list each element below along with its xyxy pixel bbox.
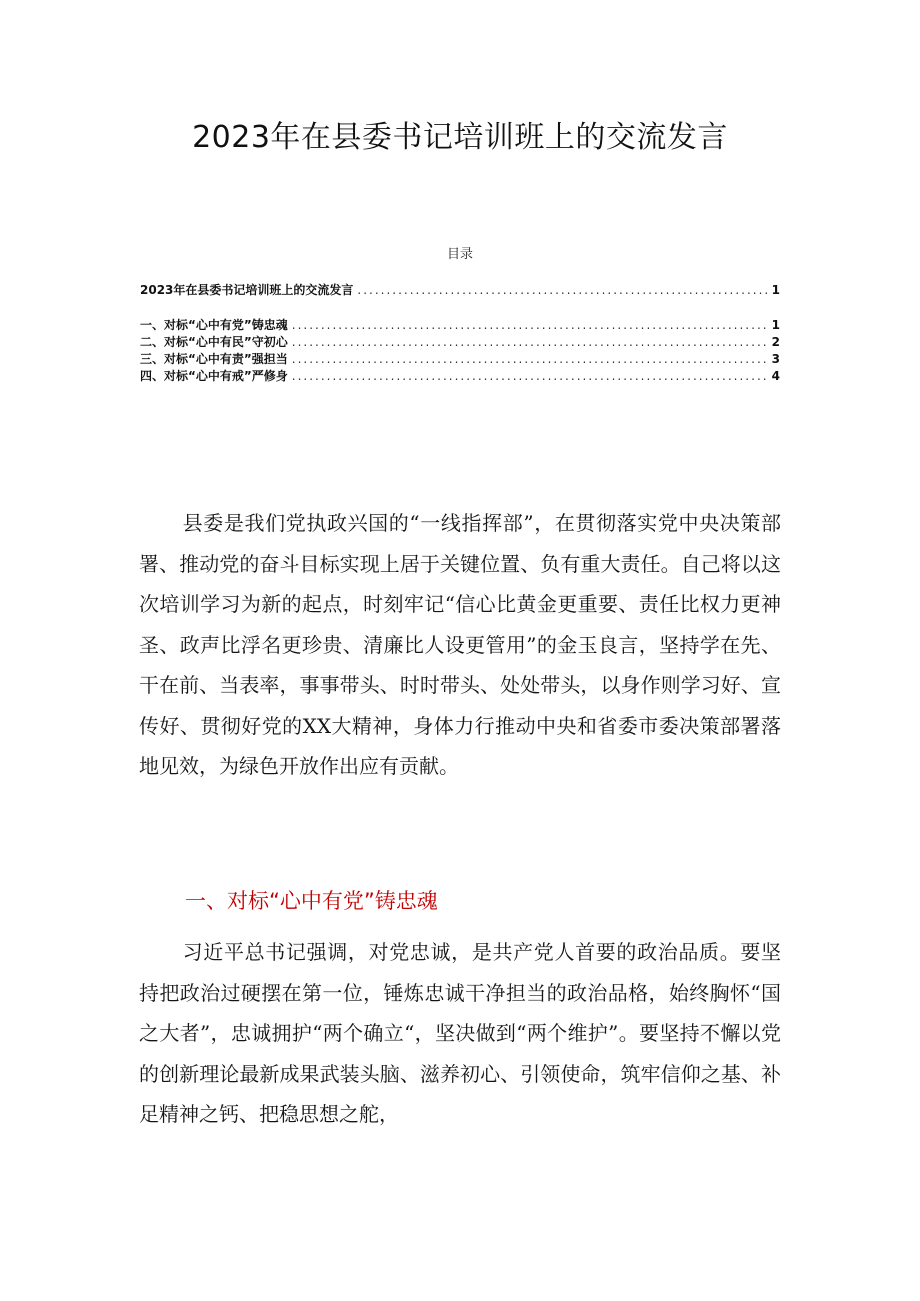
section-paragraph bbox=[139, 932, 781, 1135]
toc-entry[interactable] bbox=[140, 351, 780, 368]
document-title: 2023年在县委书记培训班上的交流发言 bbox=[192, 120, 728, 155]
toc-entry-page: 4 bbox=[771, 369, 780, 383]
table-of-contents bbox=[140, 282, 780, 385]
toc-leader-dots bbox=[357, 282, 767, 299]
toc-entry[interactable] bbox=[140, 317, 780, 334]
toc-entry-page: 2 bbox=[771, 335, 780, 349]
toc-entry-page: 1 bbox=[771, 283, 780, 297]
toc-entry-label: 四、对标“心中有戒”严修身 bbox=[140, 369, 288, 383]
toc-heading: 目录 bbox=[446, 247, 473, 262]
toc-entry-label: 一、对标“心中有党”铸忠魂 bbox=[140, 318, 288, 332]
section-text: 习近平总书记强调，对党忠诚，是共产党人首要的政治品质。要坚持把政治过硬摆在第一位，锤炼忠诚干净担当的政治品格，始终胸怀“国之大者”，忠诚拥护“两个确立“，坚决做到“两个维护”。要坚持不懈以党的创新理论最新成果武装头脑、滋养初心、引领使命，筑牢信仰之基、补足精神之钙、把稳思想之舵， bbox=[139, 940, 781, 1126]
toc-entry[interactable] bbox=[140, 282, 780, 299]
toc-entry[interactable] bbox=[140, 368, 780, 385]
intro-text: 县委是我们党执政兴国的“一线指挥部”，在贯彻落实党中央决策部署、推动党的奋斗目标实现上居于关键位置、负有重大责任。自己将以这次培训学习为新的起点，时刻牢记“信心比黄金更重要、责任比权力更神圣、政声比浮名更珍贵、清廉比人设更管用”的金玉良言，坚持学在先、干在前、当表率，事事带头、时时带头、处处带头，以身作则学习好、宣传好、贯彻好党的XX大精神，身体力行推动中央和省委市委决策部署落地见效，为绿色开放作出应有贡献。 bbox=[139, 511, 781, 778]
toc-entry-page: 1 bbox=[771, 318, 780, 332]
toc-entry-page: 3 bbox=[771, 352, 780, 366]
section-heading: 一、对标“心中有党”铸忠魂 bbox=[185, 889, 438, 913]
toc-entry-label: 2023年在县委书记培训班上的交流发言 bbox=[140, 283, 354, 297]
toc-entry-label: 三、对标“心中有责”强担当 bbox=[140, 352, 288, 366]
toc-leader-dots bbox=[292, 351, 768, 368]
toc-entry-label: 二、对标“心中有民”守初心 bbox=[140, 335, 288, 349]
toc-leader-dots bbox=[292, 368, 768, 385]
intro-paragraph bbox=[139, 503, 781, 787]
toc-leader-dots bbox=[292, 317, 768, 334]
toc-entry[interactable] bbox=[140, 334, 780, 351]
toc-leader-dots bbox=[292, 334, 768, 351]
